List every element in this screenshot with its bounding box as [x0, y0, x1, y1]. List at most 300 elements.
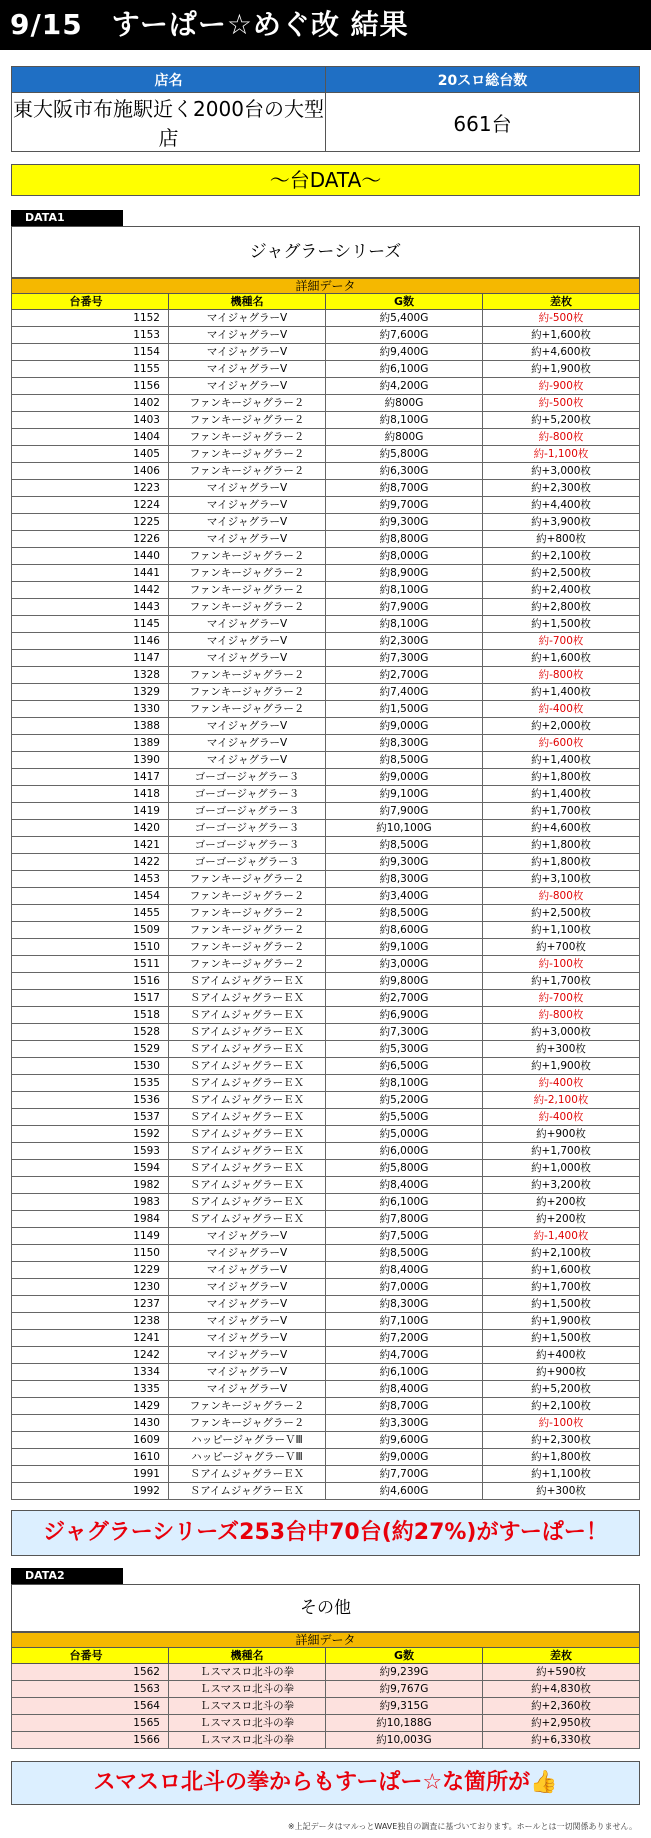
diff-coins: 約+2,300枚 [483, 480, 640, 497]
game-count: 約7,000G [326, 1279, 483, 1296]
game-count: 約7,600G [326, 327, 483, 344]
machine-number: 1982 [12, 1177, 169, 1194]
machine-name: ファンキージャグラー２ [169, 1415, 326, 1432]
game-count: 約7,100G [326, 1313, 483, 1330]
table-row [12, 1245, 640, 1262]
machine-number: 1530 [12, 1058, 169, 1075]
diff-coins: 約+5,200枚 [483, 412, 640, 429]
machine-name: Ｌスマスロ北斗の拳 [169, 1732, 326, 1749]
machine-number: 1511 [12, 956, 169, 973]
diff-coins: 約+1,700枚 [483, 1143, 640, 1160]
table-row [12, 718, 640, 735]
table-row [12, 786, 640, 803]
machine-number: 1430 [12, 1415, 169, 1432]
data2-group-title: その他 [11, 1584, 640, 1632]
diff-coins: 約+300枚 [483, 1483, 640, 1500]
table-row [12, 905, 640, 922]
diff-coins: 約+200枚 [483, 1194, 640, 1211]
store-info-table [11, 66, 640, 152]
machine-number: 1242 [12, 1347, 169, 1364]
data1-detail-table [11, 278, 640, 1500]
game-count: 約9,400G [326, 344, 483, 361]
machine-number: 1389 [12, 735, 169, 752]
machine-number: 1226 [12, 531, 169, 548]
machine-name: Ｌスマスロ北斗の拳 [169, 1681, 326, 1698]
game-count: 約7,800G [326, 1211, 483, 1228]
machine-name: ＳアイムジャグラーＥＸ [169, 1041, 326, 1058]
col-header-number: 台番号 [12, 294, 169, 310]
game-count: 約7,300G [326, 1024, 483, 1041]
machine-number: 1149 [12, 1228, 169, 1245]
machine-number: 1238 [12, 1313, 169, 1330]
machine-name: マイジャグラーⅤ [169, 1330, 326, 1347]
machine-number: 1421 [12, 837, 169, 854]
diff-coins: 約-100枚 [483, 1415, 640, 1432]
machine-name: ＳアイムジャグラーＥＸ [169, 1058, 326, 1075]
diff-coins: 約+1,100枚 [483, 922, 640, 939]
table-row [12, 1194, 640, 1211]
machine-name: マイジャグラーⅤ [169, 327, 326, 344]
machine-name: ＳアイムジャグラーＥＸ [169, 1160, 326, 1177]
machine-number: 1518 [12, 1007, 169, 1024]
machine-name: ＳアイムジャグラーＥＸ [169, 1109, 326, 1126]
machine-number: 1510 [12, 939, 169, 956]
diff-coins: 約+2,500枚 [483, 905, 640, 922]
game-count: 約9,000G [326, 1449, 483, 1466]
table-row [12, 395, 640, 412]
machine-name: マイジャグラーⅤ [169, 1228, 326, 1245]
machine-number: 1418 [12, 786, 169, 803]
game-count: 約2,700G [326, 990, 483, 1007]
game-count: 約8,500G [326, 1245, 483, 1262]
table-row [12, 310, 640, 327]
data2-result-banner: スマスロ北斗の拳からもすーぱー☆な箇所が👍 [11, 1761, 640, 1805]
table-row [12, 1177, 640, 1194]
game-count: 約6,100G [326, 361, 483, 378]
machine-name: ファンキージャグラー２ [169, 565, 326, 582]
table-row [12, 565, 640, 582]
machine-name: ＳアイムジャグラーＥＸ [169, 1024, 326, 1041]
machine-number: 1419 [12, 803, 169, 820]
table-row [12, 1347, 640, 1364]
machine-name: ゴーゴージャグラー３ [169, 769, 326, 786]
game-count: 約8,400G [326, 1262, 483, 1279]
game-count: 約8,300G [326, 871, 483, 888]
machine-number: 1223 [12, 480, 169, 497]
diff-coins: 約+1,800枚 [483, 854, 640, 871]
diff-coins: 約+900枚 [483, 1126, 640, 1143]
game-count: 約8,800G [326, 531, 483, 548]
machine-name: ゴーゴージャグラー３ [169, 854, 326, 871]
machine-number: 1152 [12, 310, 169, 327]
diff-coins: 約+4,400枚 [483, 497, 640, 514]
game-count: 約6,000G [326, 1143, 483, 1160]
data1-group-title: ジャグラーシリーズ [11, 226, 640, 278]
table-row [12, 344, 640, 361]
diff-coins: 約+1,800枚 [483, 837, 640, 854]
diff-coins: 約+2,100枚 [483, 1245, 640, 1262]
machine-number: 1594 [12, 1160, 169, 1177]
machine-name: ファンキージャグラー２ [169, 939, 326, 956]
col-header-games: G数 [326, 1648, 483, 1664]
game-count: 約3,300G [326, 1415, 483, 1432]
table-row [12, 1449, 640, 1466]
machine-number: 1440 [12, 548, 169, 565]
machine-number: 1429 [12, 1398, 169, 1415]
diff-coins: 約+3,900枚 [483, 514, 640, 531]
machine-number: 1454 [12, 888, 169, 905]
machine-number: 1402 [12, 395, 169, 412]
table-row [12, 803, 640, 820]
diff-coins: 約+590枚 [483, 1664, 640, 1681]
machine-number: 1509 [12, 922, 169, 939]
game-count: 約3,400G [326, 888, 483, 905]
table-row [12, 1160, 640, 1177]
diff-coins: 約+1,800枚 [483, 1449, 640, 1466]
diff-coins: 約+3,000枚 [483, 463, 640, 480]
machine-name: マイジャグラーⅤ [169, 1364, 326, 1381]
store-count-header: 20スロ総台数 [326, 67, 640, 93]
diff-coins: 約+1,600枚 [483, 1262, 640, 1279]
diff-coins: 約+200枚 [483, 1211, 640, 1228]
machine-number: 1991 [12, 1466, 169, 1483]
diff-coins: 約+4,830枚 [483, 1681, 640, 1698]
machine-name: Ｌスマスロ北斗の拳 [169, 1698, 326, 1715]
table-row [12, 1262, 640, 1279]
diff-coins: 約-800枚 [483, 1007, 640, 1024]
machine-number: 1328 [12, 667, 169, 684]
table-row [12, 1715, 640, 1732]
diff-coins: 約+2,300枚 [483, 1432, 640, 1449]
diff-coins: 約-500枚 [483, 310, 640, 327]
table-row [12, 1126, 640, 1143]
machine-name: マイジャグラーⅤ [169, 378, 326, 395]
game-count: 約7,300G [326, 650, 483, 667]
game-count: 約8,400G [326, 1381, 483, 1398]
game-count: 約5,500G [326, 1109, 483, 1126]
machine-number: 1225 [12, 514, 169, 531]
data2-detail-table [11, 1632, 640, 1749]
machine-number: 1153 [12, 327, 169, 344]
game-count: 約9,000G [326, 718, 483, 735]
diff-coins: 約-800枚 [483, 429, 640, 446]
machine-number: 1422 [12, 854, 169, 871]
machine-name: ＳアイムジャグラーＥＸ [169, 1143, 326, 1160]
diff-coins: 約-2,100枚 [483, 1092, 640, 1109]
game-count: 約7,400G [326, 684, 483, 701]
diff-coins: 約-400枚 [483, 701, 640, 718]
game-count: 約9,600G [326, 1432, 483, 1449]
diff-coins: 約+2,100枚 [483, 548, 640, 565]
page-title: 9/15 すーぱー☆めぐ改 結果 [0, 0, 651, 50]
game-count: 約3,000G [326, 956, 483, 973]
machine-number: 1334 [12, 1364, 169, 1381]
diff-coins: 約-700枚 [483, 633, 640, 650]
col-header-machine: 機種名 [169, 294, 326, 310]
game-count: 約8,100G [326, 616, 483, 633]
machine-name: Ｌスマスロ北斗の拳 [169, 1715, 326, 1732]
table-row [12, 1432, 640, 1449]
diff-coins: 約+5,200枚 [483, 1381, 640, 1398]
machine-name: マイジャグラーⅤ [169, 650, 326, 667]
game-count: 約6,300G [326, 463, 483, 480]
machine-number: 1528 [12, 1024, 169, 1041]
game-count: 約10,003G [326, 1732, 483, 1749]
table-row [12, 497, 640, 514]
game-count: 約8,500G [326, 752, 483, 769]
diff-coins: 約+1,000枚 [483, 1160, 640, 1177]
diff-coins: 約+1,900枚 [483, 1313, 640, 1330]
table-row [12, 616, 640, 633]
table-row [12, 667, 640, 684]
diff-coins: 約+1,900枚 [483, 361, 640, 378]
table-row [12, 378, 640, 395]
machine-name: ファンキージャグラー２ [169, 395, 326, 412]
table-row [12, 327, 640, 344]
game-count: 約6,100G [326, 1194, 483, 1211]
footnote: ※上記データはマルっとWAVE独自の調査に基づいております。ホールとは一切関係ありません。 [287, 1822, 637, 1831]
diff-coins: 約-1,400枚 [483, 1228, 640, 1245]
machine-number: 1453 [12, 871, 169, 888]
diff-coins: 約+2,100枚 [483, 1398, 640, 1415]
store-name: 東大阪市布施駅近く2000台の大型店 [12, 93, 326, 152]
data1-caption: 詳細データ [12, 279, 640, 294]
machine-number: 1565 [12, 1715, 169, 1732]
machine-name: マイジャグラーⅤ [169, 514, 326, 531]
game-count: 約9,800G [326, 973, 483, 990]
machine-number: 1984 [12, 1211, 169, 1228]
game-count: 約9,100G [326, 939, 483, 956]
machine-number: 1147 [12, 650, 169, 667]
game-count: 約6,100G [326, 1364, 483, 1381]
machine-number: 1417 [12, 769, 169, 786]
diff-coins: 約-400枚 [483, 1109, 640, 1126]
machine-name: ＳアイムジャグラーＥＸ [169, 1194, 326, 1211]
game-count: 約10,100G [326, 820, 483, 837]
diff-coins: 約+2,000枚 [483, 718, 640, 735]
col-header-number: 台番号 [12, 1648, 169, 1664]
machine-name: マイジャグラーⅤ [169, 531, 326, 548]
diff-coins: 約+1,600枚 [483, 327, 640, 344]
table-row [12, 956, 640, 973]
table-row [12, 599, 640, 616]
table-row [12, 1024, 640, 1041]
table-row [12, 1279, 640, 1296]
machine-number: 1517 [12, 990, 169, 1007]
machine-number: 1566 [12, 1732, 169, 1749]
machine-number: 1388 [12, 718, 169, 735]
machine-name: ゴーゴージャグラー３ [169, 803, 326, 820]
game-count: 約5,300G [326, 1041, 483, 1058]
diff-coins: 約+1,400枚 [483, 786, 640, 803]
machine-number: 1610 [12, 1449, 169, 1466]
diff-coins: 約+1,500枚 [483, 1330, 640, 1347]
machine-number: 1404 [12, 429, 169, 446]
game-count: 約8,900G [326, 565, 483, 582]
machine-name: ＳアイムジャグラーＥＸ [169, 1466, 326, 1483]
table-row [12, 429, 640, 446]
game-count: 約9,300G [326, 854, 483, 871]
game-count: 約8,400G [326, 1177, 483, 1194]
diff-coins: 約-800枚 [483, 888, 640, 905]
table-row [12, 1664, 640, 1681]
table-row [12, 446, 640, 463]
game-count: 約8,700G [326, 480, 483, 497]
col-header-machine: 機種名 [169, 1648, 326, 1664]
table-row [12, 888, 640, 905]
game-count: 約7,900G [326, 599, 483, 616]
table-row [12, 1092, 640, 1109]
diff-coins: 約+900枚 [483, 1364, 640, 1381]
machine-name: ゴーゴージャグラー３ [169, 837, 326, 854]
data2-caption: 詳細データ [12, 1633, 640, 1648]
machine-name: マイジャグラーⅤ [169, 735, 326, 752]
table-row [12, 1058, 640, 1075]
machine-number: 1224 [12, 497, 169, 514]
table-row [12, 1698, 640, 1715]
game-count: 約9,767G [326, 1681, 483, 1698]
game-count: 約800G [326, 395, 483, 412]
game-count: 約7,900G [326, 803, 483, 820]
machine-name: マイジャグラーⅤ [169, 633, 326, 650]
machine-name: マイジャグラーⅤ [169, 497, 326, 514]
machine-number: 1441 [12, 565, 169, 582]
machine-number: 1154 [12, 344, 169, 361]
machine-number: 1406 [12, 463, 169, 480]
table-row [12, 1398, 640, 1415]
game-count: 約9,700G [326, 497, 483, 514]
machine-name: マイジャグラーⅤ [169, 616, 326, 633]
diff-coins: 約+2,360枚 [483, 1698, 640, 1715]
table-row [12, 582, 640, 599]
machine-number: 1592 [12, 1126, 169, 1143]
game-count: 約8,100G [326, 1075, 483, 1092]
diff-coins: 約+4,600枚 [483, 820, 640, 837]
diff-coins: 約+1,900枚 [483, 1058, 640, 1075]
table-row [12, 463, 640, 480]
machine-name: ＳアイムジャグラーＥＸ [169, 1211, 326, 1228]
game-count: 約5,200G [326, 1092, 483, 1109]
machine-number: 1390 [12, 752, 169, 769]
machine-number: 1563 [12, 1681, 169, 1698]
diff-coins: 約+2,500枚 [483, 565, 640, 582]
table-row [12, 854, 640, 871]
machine-number: 1237 [12, 1296, 169, 1313]
machine-number: 1609 [12, 1432, 169, 1449]
machine-name: マイジャグラーⅤ [169, 1279, 326, 1296]
machine-name: ファンキージャグラー２ [169, 582, 326, 599]
machine-number: 1536 [12, 1092, 169, 1109]
diff-coins: 約+3,200枚 [483, 1177, 640, 1194]
table-row [12, 1732, 640, 1749]
machine-name: ファンキージャグラー２ [169, 905, 326, 922]
diff-coins: 約-400枚 [483, 1075, 640, 1092]
diff-coins: 約+2,400枚 [483, 582, 640, 599]
diff-coins: 約-600枚 [483, 735, 640, 752]
col-header-diff: 差枚 [483, 1648, 640, 1664]
game-count: 約8,500G [326, 837, 483, 854]
game-count: 約5,000G [326, 1126, 483, 1143]
table-row [12, 514, 640, 531]
diff-coins: 約-700枚 [483, 990, 640, 1007]
machine-number: 1455 [12, 905, 169, 922]
table-row [12, 1313, 640, 1330]
table-row [12, 1211, 640, 1228]
machine-number: 1329 [12, 684, 169, 701]
machine-name: ファンキージャグラー２ [169, 667, 326, 684]
table-row [12, 1483, 640, 1500]
diff-coins: 約+400枚 [483, 1347, 640, 1364]
table-row [12, 1075, 640, 1092]
machine-name: ファンキージャグラー２ [169, 429, 326, 446]
game-count: 約8,700G [326, 1398, 483, 1415]
diff-coins: 約+6,330枚 [483, 1732, 640, 1749]
diff-coins: 約-800枚 [483, 667, 640, 684]
machine-name: ゴーゴージャグラー３ [169, 786, 326, 803]
machine-name: マイジャグラーⅤ [169, 752, 326, 769]
table-row [12, 990, 640, 1007]
table-row [12, 922, 640, 939]
machine-name: ファンキージャグラー２ [169, 446, 326, 463]
table-row [12, 1041, 640, 1058]
machine-name: ＳアイムジャグラーＥＸ [169, 990, 326, 1007]
table-row [12, 684, 640, 701]
game-count: 約2,700G [326, 667, 483, 684]
diff-coins: 約+1,700枚 [483, 973, 640, 990]
machine-number: 1593 [12, 1143, 169, 1160]
machine-name: ファンキージャグラー２ [169, 888, 326, 905]
game-count: 約8,600G [326, 922, 483, 939]
table-row [12, 735, 640, 752]
machine-name: ＳアイムジャグラーＥＸ [169, 1075, 326, 1092]
game-count: 約4,700G [326, 1347, 483, 1364]
machine-number: 1146 [12, 633, 169, 650]
game-count: 約5,400G [326, 310, 483, 327]
diff-coins: 約+4,600枚 [483, 344, 640, 361]
machine-name: ファンキージャグラー２ [169, 871, 326, 888]
machine-name: ファンキージャグラー２ [169, 463, 326, 480]
game-count: 約8,000G [326, 548, 483, 565]
diff-coins: 約+1,100枚 [483, 1466, 640, 1483]
diff-coins: 約+1,700枚 [483, 1279, 640, 1296]
game-count: 約10,188G [326, 1715, 483, 1732]
machine-name: ファンキージャグラー２ [169, 412, 326, 429]
col-header-games: G数 [326, 294, 483, 310]
game-count: 約4,200G [326, 378, 483, 395]
machine-number: 1155 [12, 361, 169, 378]
table-row [12, 548, 640, 565]
diff-coins: 約+1,500枚 [483, 1296, 640, 1313]
machine-name: マイジャグラーⅤ [169, 718, 326, 735]
diff-coins: 約-1,100枚 [483, 446, 640, 463]
machine-number: 1537 [12, 1109, 169, 1126]
machine-name: ＳアイムジャグラーＥＸ [169, 1177, 326, 1194]
table-row [12, 412, 640, 429]
diff-coins: 約+1,600枚 [483, 650, 640, 667]
table-row [12, 650, 640, 667]
machine-name: ゴーゴージャグラー３ [169, 820, 326, 837]
game-count: 約8,300G [326, 735, 483, 752]
table-row [12, 361, 640, 378]
game-count: 約9,300G [326, 514, 483, 531]
data1-result-banner: ジャグラーシリーズ253台中70台(約27%)がすーぱー！ [11, 1510, 640, 1556]
machine-number: 1535 [12, 1075, 169, 1092]
machine-name: ＳアイムジャグラーＥＸ [169, 1126, 326, 1143]
machine-name: マイジャグラーⅤ [169, 344, 326, 361]
machine-number: 1516 [12, 973, 169, 990]
machine-number: 1405 [12, 446, 169, 463]
game-count: 約800G [326, 429, 483, 446]
